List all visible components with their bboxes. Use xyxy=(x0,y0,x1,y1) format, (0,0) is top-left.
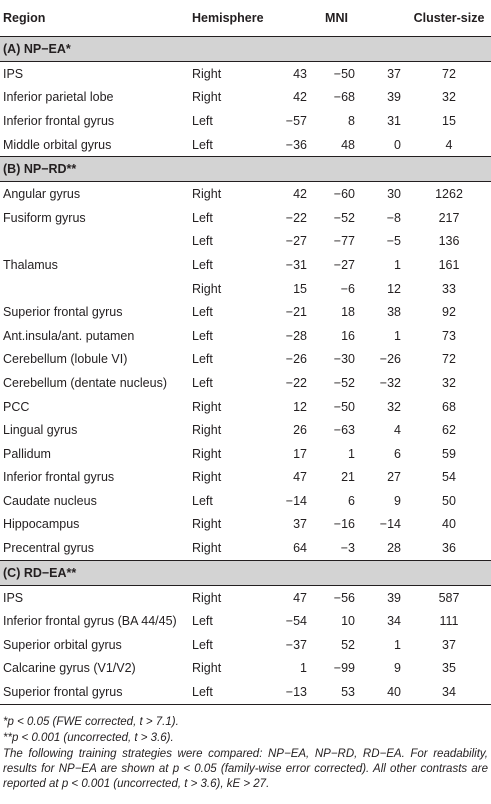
mni-y-cell: −52 xyxy=(333,375,355,390)
mni-y-cell: −77 xyxy=(333,234,355,249)
mni-y-cell: 1 xyxy=(348,446,355,461)
region-cell: Precentral gyrus xyxy=(3,541,95,556)
table-row xyxy=(0,536,491,560)
footnote: The following training strategies were compared: NP−EA, NP−RD, RD−EA. For readability, results for NP−EA are shown at p < 0.05 (family-wise error corrected). All other contrasts are reported at p < 0.001 (uncorrected, t > 3.6), kE > 27. xyxy=(3,747,488,790)
header-cluster-size: Cluster-size xyxy=(407,0,491,37)
footnote: **p < 0.001 (uncorrected, t > 3.6). xyxy=(3,731,174,744)
cluster-size-cell: 54 xyxy=(442,470,456,485)
table-row xyxy=(0,395,491,419)
mni-z-cell: 1 xyxy=(394,328,401,343)
region-cell: Middle orbital gyrus xyxy=(3,137,112,152)
cluster-size-cell: 111 xyxy=(439,614,459,629)
mni-y-cell: −50 xyxy=(333,66,355,81)
footnote: *p < 0.05 (FWE corrected, t > 7.1). xyxy=(3,715,179,728)
table-row xyxy=(0,585,491,609)
hemisphere-cell: Right xyxy=(192,541,222,556)
mni-y-cell: −63 xyxy=(333,423,355,438)
mni-y-cell: −30 xyxy=(333,352,355,367)
section-header-row xyxy=(0,37,491,62)
section-title: (C) RD−EA** xyxy=(0,560,491,585)
mni-z-cell: 39 xyxy=(387,90,401,105)
mni-z-cell: −8 xyxy=(386,210,401,225)
mni-z-cell: 1 xyxy=(394,637,401,652)
hemisphere-cell: Right xyxy=(192,187,222,202)
mni-z-cell: −26 xyxy=(379,352,401,367)
hemisphere-cell: Left xyxy=(192,375,213,390)
mni-y-cell: 16 xyxy=(341,328,355,343)
table-header xyxy=(0,0,491,37)
mni-y-cell: −6 xyxy=(340,281,355,296)
mni-x-cell: −22 xyxy=(285,210,307,225)
hemisphere-cell: Left xyxy=(192,637,213,652)
mni-x-cell: 64 xyxy=(293,541,307,556)
mni-z-cell: 4 xyxy=(394,423,401,438)
hemisphere-cell: Right xyxy=(192,399,222,414)
hemisphere-cell: Right xyxy=(192,281,222,296)
cluster-size-cell: 1262 xyxy=(435,187,463,202)
cluster-size-cell: 15 xyxy=(442,113,456,128)
table-row xyxy=(0,442,491,466)
mni-z-cell: −32 xyxy=(379,375,401,390)
mni-x-cell: 43 xyxy=(293,66,307,81)
region-cell: Superior frontal gyrus xyxy=(0,680,192,704)
mni-z-cell: 37 xyxy=(387,66,401,81)
hemisphere-cell: Left xyxy=(192,305,213,320)
mni-x-cell: −13 xyxy=(266,680,313,704)
mni-y-cell: −27 xyxy=(333,257,355,272)
region-cell: Inferior parietal lobe xyxy=(3,90,114,105)
hemisphere-cell: Right xyxy=(192,590,222,605)
hemisphere-cell: Right xyxy=(192,90,222,105)
table-row xyxy=(0,324,491,348)
hemisphere-cell: Left xyxy=(192,257,213,272)
cluster-size-cell: 35 xyxy=(442,661,456,676)
region-cell: PCC xyxy=(3,399,30,414)
mni-x-cell: −27 xyxy=(285,234,307,249)
mni-y-cell: 52 xyxy=(341,637,355,652)
section-title: (B) NP−RD** xyxy=(0,157,491,182)
cluster-size-cell: 72 xyxy=(442,352,456,367)
mni-x-cell: −14 xyxy=(285,493,307,508)
mni-x-cell: −57 xyxy=(285,113,307,128)
cluster-size-cell: 34 xyxy=(407,680,491,704)
table-row xyxy=(0,633,491,657)
region-cell xyxy=(0,230,192,254)
hemisphere-cell: Left xyxy=(192,210,213,225)
cluster-size-cell: 68 xyxy=(442,399,456,414)
hemisphere-cell: Right xyxy=(192,446,222,461)
cluster-size-cell: 32 xyxy=(442,90,456,105)
mni-z-cell: −5 xyxy=(386,234,401,249)
mni-z-cell: 9 xyxy=(394,493,401,508)
mni-x-cell: −22 xyxy=(285,375,307,390)
table-row xyxy=(0,466,491,490)
mni-x-cell: 37 xyxy=(293,517,307,532)
cluster-size-cell: 37 xyxy=(442,637,456,652)
mni-y-cell: −68 xyxy=(333,90,355,105)
mni-z-cell: 34 xyxy=(387,614,401,629)
mni-y-cell: −16 xyxy=(333,517,355,532)
table-row xyxy=(0,609,491,633)
cluster-size-cell: 4 xyxy=(445,137,453,152)
mni-z-cell: 27 xyxy=(387,470,401,485)
region-cell: Cerebellum (lobule VI) xyxy=(3,352,128,367)
mni-z-cell: 38 xyxy=(387,305,401,320)
table-row xyxy=(0,513,491,537)
hemisphere-cell: Left xyxy=(192,137,213,152)
header-mni: MNI xyxy=(266,0,407,37)
cluster-size-cell: 92 xyxy=(442,305,456,320)
mni-y-cell: 10 xyxy=(341,614,355,629)
region-cell: Thalamus xyxy=(3,257,58,272)
mni-x-cell: 15 xyxy=(293,281,307,296)
region-cell: Angular gyrus xyxy=(3,187,81,202)
hemisphere-cell: Left xyxy=(192,614,213,629)
cluster-size-cell: 161 xyxy=(438,257,460,272)
region-cell: Cerebellum (dentate nucleus) xyxy=(3,375,167,390)
table-row xyxy=(0,300,491,324)
hemisphere-cell: Left xyxy=(192,493,213,508)
mni-x-cell: 17 xyxy=(293,446,307,461)
mni-x-cell: −21 xyxy=(285,305,307,320)
region-cell: Hippocampus xyxy=(3,517,80,532)
table-row xyxy=(0,418,491,442)
hemisphere-cell: Right xyxy=(192,423,222,438)
hemisphere-cell: Left xyxy=(192,234,213,249)
cluster-size-cell: 50 xyxy=(442,493,456,508)
region-cell: Ant.insula/ant. putamen xyxy=(3,328,135,343)
mni-y-cell: −52 xyxy=(333,210,355,225)
table-row xyxy=(0,133,491,157)
mni-z-cell: 9 xyxy=(394,661,401,676)
table-row xyxy=(0,348,491,372)
cluster-size-cell: 73 xyxy=(442,328,456,343)
mni-x-cell: 42 xyxy=(293,187,307,202)
mni-z-cell: 40 xyxy=(361,680,407,704)
mni-z-cell: 28 xyxy=(387,541,401,556)
region-cell: Fusiform gyrus xyxy=(3,210,86,225)
cluster-size-cell: 136 xyxy=(438,234,460,249)
cluster-size-cell: 59 xyxy=(442,446,456,461)
cluster-size-cell: 36 xyxy=(442,541,456,556)
cluster-size-cell: 587 xyxy=(438,590,460,605)
region-cell: Inferior frontal gyrus xyxy=(3,470,115,485)
region-cell: Superior frontal gyrus xyxy=(3,305,123,320)
hemisphere-cell: Right xyxy=(192,470,222,485)
mni-x-cell: 1 xyxy=(300,661,307,676)
header-region: Region xyxy=(0,0,192,37)
header-hemisphere: Hemisphere xyxy=(192,0,266,37)
table-row xyxy=(0,230,491,254)
region-cell: Pallidum xyxy=(3,446,51,461)
hemisphere-cell: Left xyxy=(192,352,213,367)
mni-y-cell: −99 xyxy=(333,661,355,676)
cluster-size-cell: 217 xyxy=(438,210,460,225)
table-row xyxy=(0,489,491,513)
mni-z-cell: 6 xyxy=(394,446,401,461)
hemisphere-cell: Left xyxy=(192,113,213,128)
mni-z-cell: 39 xyxy=(387,590,401,605)
mni-x-cell: 26 xyxy=(293,423,307,438)
table-row xyxy=(0,109,491,133)
mni-x-cell: −37 xyxy=(285,637,307,652)
hemisphere-cell: Left xyxy=(192,328,213,343)
mni-x-cell: −54 xyxy=(285,614,307,629)
mni-y-cell: 6 xyxy=(348,493,355,508)
cluster-size-cell: 62 xyxy=(442,423,456,438)
hemisphere-cell: Left xyxy=(192,680,266,704)
mni-y-cell: 53 xyxy=(313,680,361,704)
table-row xyxy=(0,277,491,301)
mni-y-cell: −56 xyxy=(333,590,355,605)
mni-z-cell: 0 xyxy=(394,137,401,152)
mni-x-cell: −31 xyxy=(285,257,307,272)
table-row xyxy=(0,206,491,230)
mni-x-cell: −28 xyxy=(285,328,307,343)
cluster-size-cell: 40 xyxy=(442,517,456,532)
table-row xyxy=(0,86,491,110)
mni-y-cell: 21 xyxy=(341,470,355,485)
mni-x-cell: −26 xyxy=(285,352,307,367)
region-cell: Inferior frontal gyrus (BA 44/45) xyxy=(3,614,177,629)
mni-y-cell: 8 xyxy=(348,113,355,128)
mni-y-cell: 18 xyxy=(341,305,355,320)
mni-y-cell: −3 xyxy=(340,541,355,556)
table-row xyxy=(0,253,491,277)
mni-y-cell: −60 xyxy=(333,187,355,202)
mni-z-cell: 30 xyxy=(387,187,401,202)
region-cell: Inferior frontal gyrus xyxy=(3,113,115,128)
region-cell: IPS xyxy=(3,66,24,81)
mni-z-cell: 1 xyxy=(394,257,401,272)
cluster-size-cell: 33 xyxy=(442,281,456,296)
region-cell xyxy=(0,277,192,301)
region-cell: Caudate nucleus xyxy=(3,493,97,508)
mni-x-cell: 42 xyxy=(293,90,307,105)
section-header-row xyxy=(0,157,491,182)
table-row xyxy=(0,182,491,206)
hemisphere-cell: Right xyxy=(192,517,222,532)
region-cell: Superior orbital gyrus xyxy=(3,637,122,652)
cluster-size-cell: 32 xyxy=(442,375,456,390)
mni-z-cell: 31 xyxy=(387,113,401,128)
table-row xyxy=(0,371,491,395)
mni-x-cell: 47 xyxy=(293,470,307,485)
mni-x-cell: 12 xyxy=(293,399,307,414)
table-row xyxy=(0,657,491,681)
region-cell: Calcarine gyrus (V1/V2) xyxy=(3,661,136,676)
mni-z-cell: 32 xyxy=(387,399,401,414)
table-row xyxy=(0,62,491,86)
table-footnotes xyxy=(0,705,491,792)
mni-y-cell: 48 xyxy=(341,137,355,152)
mni-z-cell: −14 xyxy=(379,517,401,532)
mni-y-cell: −50 xyxy=(333,399,355,414)
region-cell: IPS xyxy=(3,590,24,605)
section-header-row xyxy=(0,560,491,585)
mni-z-cell: 12 xyxy=(387,281,401,296)
table-row xyxy=(0,680,491,704)
hemisphere-cell: Right xyxy=(192,66,222,81)
table-body xyxy=(0,37,491,705)
region-cell: Lingual gyrus xyxy=(3,423,78,438)
section-title: (A) NP−EA* xyxy=(0,37,491,62)
mni-x-cell: −36 xyxy=(285,137,307,152)
mni-x-cell: 47 xyxy=(293,590,307,605)
cluster-size-cell: 72 xyxy=(442,66,456,81)
hemisphere-cell: Right xyxy=(192,661,222,676)
